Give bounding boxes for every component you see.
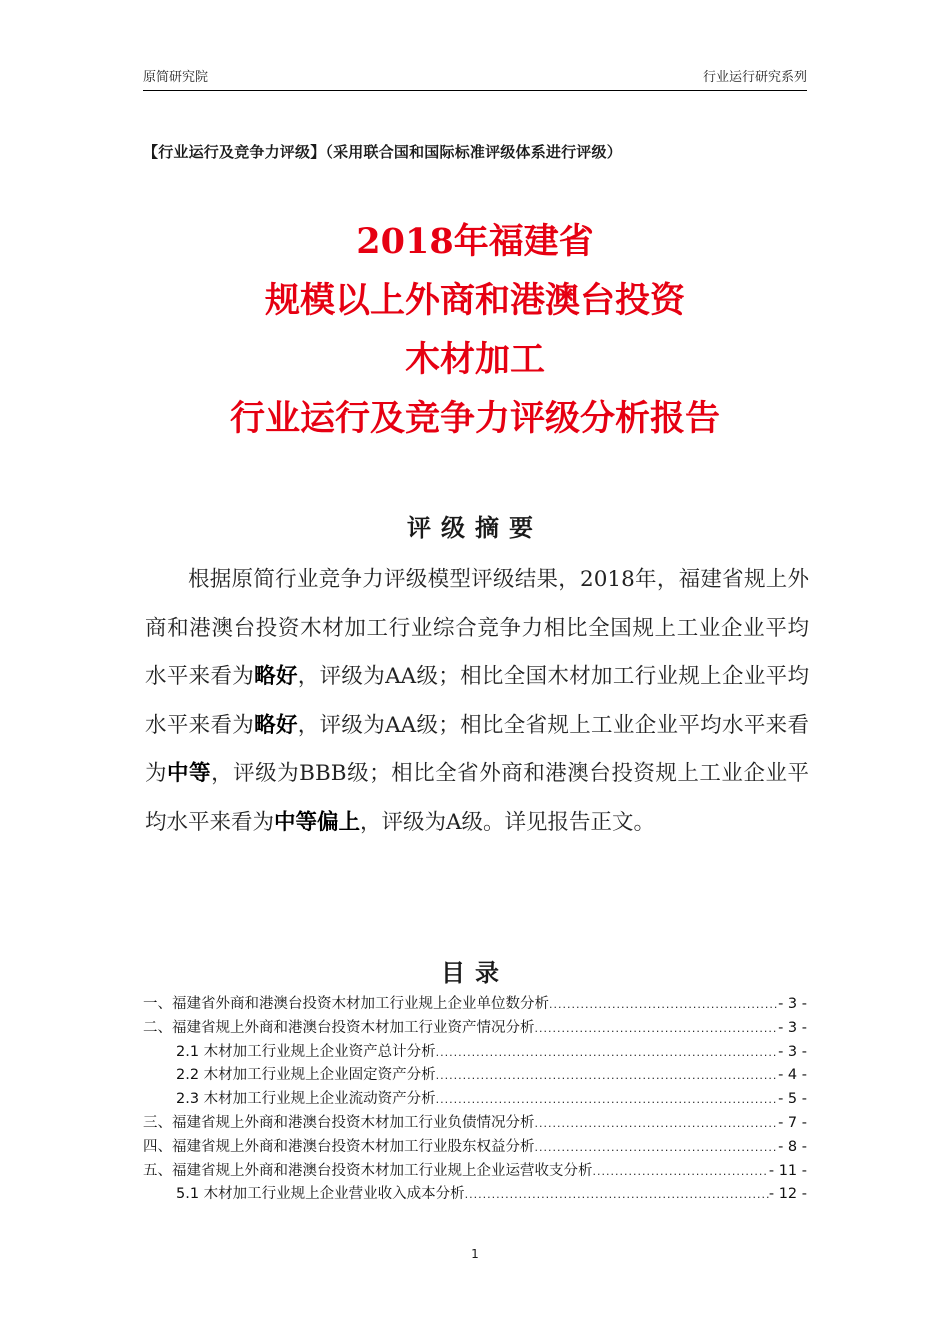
toc-leader bbox=[436, 1064, 778, 1088]
report-title bbox=[100, 212, 850, 448]
toc-entry-page: - 7 - bbox=[778, 1114, 807, 1131]
summary-heading: 评级摘要 bbox=[407, 513, 543, 542]
toc-entry-title: 五、福建省规上外商和港澳台投资木材加工行业规上企业运营收支分析 bbox=[143, 1162, 593, 1179]
toc-entry-page: - 11 - bbox=[768, 1162, 807, 1179]
toc-leader bbox=[549, 993, 778, 1017]
summary-paragraph bbox=[145, 556, 809, 847]
toc-entry[interactable] bbox=[143, 1041, 807, 1065]
rating-label: 略好 bbox=[254, 664, 298, 689]
toc-entry-title: 四、福建省规上外商和港澳台投资木材加工行业股东权益分析 bbox=[143, 1138, 535, 1155]
toc-leader bbox=[535, 1112, 779, 1136]
toc-entry[interactable] bbox=[143, 1112, 807, 1136]
toc-leader bbox=[465, 1183, 769, 1207]
rating-label: 中等 bbox=[167, 761, 212, 786]
title-line: 2018年福建省 bbox=[356, 221, 594, 262]
toc-leader bbox=[535, 1017, 779, 1041]
toc-entry-title: 一、福建省外商和港澳台投资木材加工行业规上企业单位数分析 bbox=[143, 996, 549, 1012]
page-header bbox=[143, 66, 807, 88]
toc-leader bbox=[436, 1088, 778, 1112]
rating-label: 略好 bbox=[254, 712, 298, 738]
title-line: 规模以上外商和港澳台投资 bbox=[264, 280, 685, 321]
summary-text: ，评级为A级。详见报告正文。 bbox=[360, 809, 656, 835]
toc-entry[interactable] bbox=[143, 993, 807, 1017]
toc-entry-page: - 5 - bbox=[778, 1091, 807, 1108]
summary-text: 根据原简行业竞争力评级模型评级结果，2018年，福建省规上外商和港澳台投资木材加工行业综合竞争力相比全国规上工业企业平均水平来看为 bbox=[145, 567, 809, 689]
toc-entry-title: 2.3 木材加工行业规上企业流动资产分析 bbox=[176, 1091, 436, 1108]
toc-leader bbox=[593, 1160, 769, 1184]
toc-entry-page: - 4 - bbox=[778, 1067, 807, 1084]
toc-entry-title: 二、福建省规上外商和港澳台投资木材加工行业资产情况分析 bbox=[143, 1019, 535, 1036]
toc-entry[interactable] bbox=[143, 1160, 807, 1184]
title-line: 行业运行及竞争力评级分析报告 bbox=[229, 398, 720, 439]
toc-entry-title: 5.1 木材加工行业规上企业营业收入成本分析 bbox=[176, 1186, 465, 1203]
toc-entry-page: - 3 - bbox=[778, 1019, 807, 1036]
toc-entry-title: 2.2 木材加工行业规上企业固定资产分析 bbox=[176, 1067, 436, 1084]
toc-entry-page: - 3 - bbox=[778, 1043, 807, 1060]
summary-text: ，评级为BBB级；相比全省外商和港澳台投资规上工业企业平均水平来看为 bbox=[145, 761, 809, 835]
toc-entry[interactable] bbox=[143, 1136, 807, 1160]
toc-entry[interactable] bbox=[143, 1017, 807, 1041]
toc-entry-page: - 8 - bbox=[778, 1138, 807, 1155]
title-line: 木材加工 bbox=[404, 339, 545, 380]
summary-text: ，评级为AA级；相比全省规上工业企业平均水平来看为 bbox=[145, 712, 809, 786]
table-of-contents bbox=[143, 993, 807, 1207]
toc-leader bbox=[436, 1041, 778, 1065]
header-org-name: 原简研究院 bbox=[143, 70, 209, 85]
report-tagline: 【行业运行及竞争力评级】（采用联合国和国际标准评级体系进行评级） bbox=[143, 143, 622, 161]
toc-entry-page: - 3 - bbox=[778, 996, 807, 1012]
toc-entry-title: 2.1 木材加工行业规上企业资产总计分析 bbox=[176, 1043, 436, 1060]
toc-entry[interactable] bbox=[143, 1183, 807, 1207]
rating-label: 中等偏上 bbox=[274, 809, 361, 835]
toc-entry[interactable] bbox=[143, 1064, 807, 1088]
toc-entry-title: 三、福建省规上外商和港澳台投资木材加工行业负债情况分析 bbox=[143, 1114, 535, 1131]
toc-leader bbox=[535, 1136, 779, 1160]
summary-text: ，评级为AA级；相比全国木材加工行业规上企业平均水平来看为 bbox=[145, 664, 809, 738]
toc-heading: 目录 bbox=[441, 958, 509, 987]
toc-entry[interactable] bbox=[143, 1088, 807, 1112]
header-divider bbox=[143, 90, 807, 91]
toc-entry-page: - 12 - bbox=[768, 1186, 807, 1203]
header-series-name: 行业运行研究系列 bbox=[702, 70, 807, 85]
page-number: 1 bbox=[471, 1247, 479, 1261]
